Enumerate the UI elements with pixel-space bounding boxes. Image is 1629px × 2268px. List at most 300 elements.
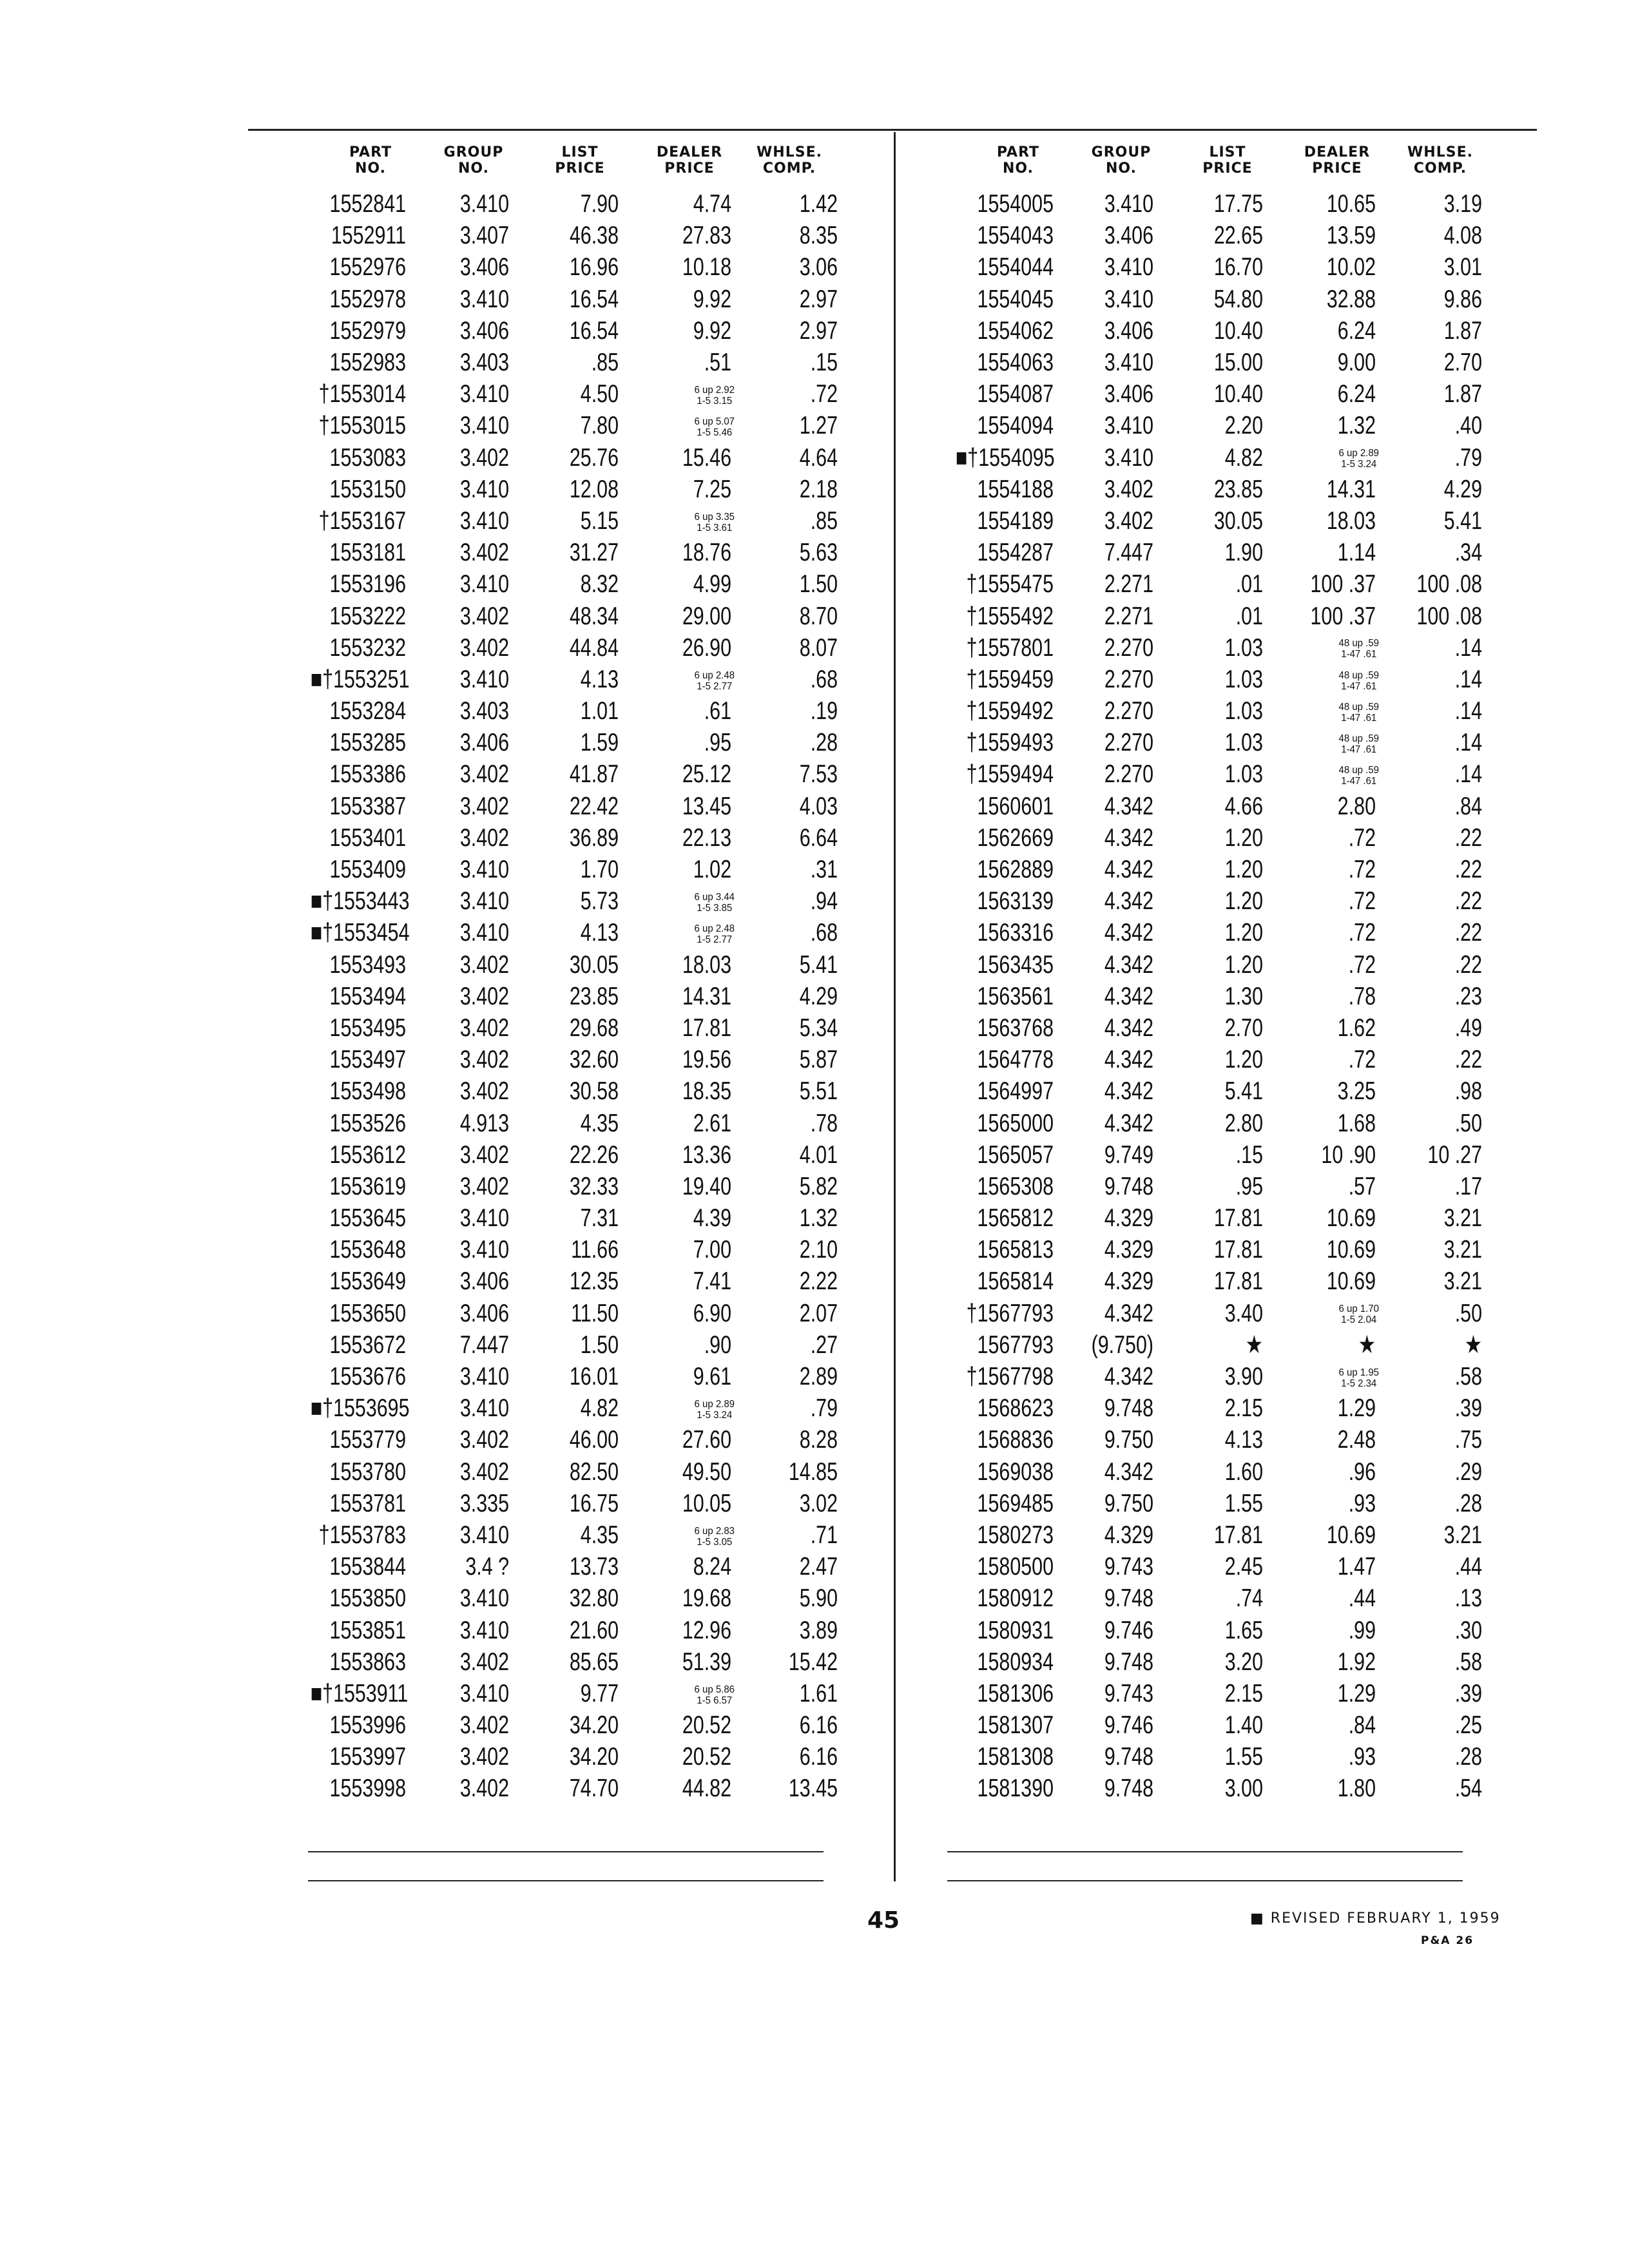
whlse-comp-cell: 2.89 <box>799 1363 838 1391</box>
whlse-comp-cell: 8.28 <box>799 1426 838 1454</box>
table-row <box>928 410 1482 441</box>
table-row <box>284 854 838 885</box>
part-no-cell: 1563139 <box>977 887 1054 916</box>
whlse-comp-cell: 6.16 <box>799 1743 838 1771</box>
group-no-cell: 3.410 <box>459 1363 509 1391</box>
whlse-comp-cell: 3.19 <box>1443 190 1482 218</box>
part-no-cell: ■†1553251 <box>310 665 410 693</box>
part-no-cell: 1552978 <box>329 285 406 313</box>
whlse-comp-cell: 3.21 <box>1443 1236 1482 1264</box>
group-no-cell: 3.402 <box>459 1172 509 1200</box>
list-price-cell: 23.85 <box>1213 475 1263 503</box>
list-price-cell: 3.00 <box>1224 1774 1263 1803</box>
whlse-comp-cell: .22 <box>1454 856 1482 884</box>
quantity-price-break: 6 up 3.44 1-5 3.85 <box>694 891 735 914</box>
list-price-cell: 17.75 <box>1213 190 1263 218</box>
part-no-cell: 1552976 <box>329 253 406 282</box>
list-price-cell: 1.20 <box>1224 823 1263 852</box>
group-no-cell: 2.270 <box>1104 697 1153 726</box>
list-price-cell: 16.54 <box>569 285 619 313</box>
whlse-comp-cell: .54 <box>1454 1774 1482 1803</box>
whlse-comp-cell: 7.53 <box>799 760 838 789</box>
group-no-cell: 3.403 <box>459 349 509 377</box>
list-price-cell: 22.42 <box>569 792 619 820</box>
quantity-price-break: 6 up 2.89 1-5 3.24 <box>1338 448 1380 470</box>
whlse-comp-cell: 13.45 <box>788 1774 838 1803</box>
whlse-comp-cell: .71 <box>810 1521 838 1549</box>
part-no-cell: 1580912 <box>977 1584 1054 1613</box>
whlse-comp-cell: 4.01 <box>799 1140 838 1169</box>
part-no-cell: 1553526 <box>329 1109 406 1137</box>
whlse-comp-cell: 4.08 <box>1443 222 1482 250</box>
quantity-price-break: 48 up .59 1-47 .61 <box>1338 765 1380 787</box>
dealer-price-cell: 18.76 <box>682 539 731 567</box>
list-price-cell: 4.82 <box>580 1394 619 1423</box>
whlse-comp-cell: .49 <box>1454 1014 1482 1042</box>
dealer-price-cell: 100 .37 <box>1310 602 1376 630</box>
dealer-price-cell <box>1288 664 1380 695</box>
dealer-price-cell: 9.61 <box>693 1363 731 1391</box>
dealer-price-cell: .72 <box>1348 950 1376 979</box>
group-no-cell: 9.748 <box>1104 1394 1153 1423</box>
table-row <box>284 1171 838 1202</box>
group-no-cell: 3.406 <box>459 1267 509 1296</box>
part-no-cell: 1553780 <box>329 1457 406 1486</box>
table-row <box>928 854 1482 885</box>
whlse-comp-cell: .50 <box>1454 1299 1482 1327</box>
quantity-price-break: 6 up 5.07 1-5 5.46 <box>694 416 735 439</box>
part-no-cell: 1553386 <box>329 760 406 789</box>
list-price-cell: .74 <box>1235 1584 1263 1613</box>
dealer-price-cell: .57 <box>1348 1172 1376 1200</box>
group-no-cell: 3.410 <box>459 190 509 218</box>
part-no-cell: 1569485 <box>977 1489 1054 1517</box>
group-no-cell: 3.410 <box>1104 349 1153 377</box>
whlse-comp-cell: .50 <box>1454 1109 1482 1137</box>
dealer-price-cell: 10.18 <box>682 253 731 282</box>
group-no-cell: 3.406 <box>459 253 509 282</box>
list-price-cell: 21.60 <box>569 1616 619 1644</box>
part-no-cell: †1555492 <box>966 602 1054 630</box>
list-price-cell: 2.45 <box>1224 1553 1263 1581</box>
part-no-cell: 1553779 <box>329 1426 406 1454</box>
left-header-group: GROUP NO. <box>443 144 504 177</box>
whlse-comp-cell: 5.41 <box>1443 506 1482 535</box>
whlse-comp-cell: .22 <box>1454 823 1482 852</box>
dealer-price-cell <box>1288 727 1380 758</box>
table-row <box>928 885 1482 917</box>
table-row <box>928 1456 1482 1488</box>
table-row <box>928 1012 1482 1044</box>
table-row <box>928 315 1482 347</box>
list-price-cell: .15 <box>1235 1140 1263 1169</box>
part-no-cell: †1553167 <box>318 506 406 535</box>
group-no-cell: 3.410 <box>459 412 509 440</box>
right-header-dealer: DEALER PRICE <box>1304 144 1371 177</box>
part-no-cell: †1559492 <box>966 697 1054 726</box>
document-code: P&A 26 <box>1421 1934 1474 1947</box>
group-no-cell: 9.749 <box>1104 1140 1153 1169</box>
table-row <box>284 981 838 1012</box>
part-no-cell: 1565813 <box>977 1236 1054 1264</box>
group-no-cell: 3.406 <box>459 1299 509 1327</box>
group-no-cell: 9.746 <box>1104 1711 1153 1740</box>
list-price-cell: 3.90 <box>1224 1363 1263 1391</box>
part-no-cell: 1553612 <box>329 1140 406 1169</box>
whlse-comp-cell: 5.82 <box>799 1172 838 1200</box>
group-no-cell: 4.342 <box>1104 919 1153 947</box>
whlse-comp-cell: 1.42 <box>799 190 838 218</box>
whlse-comp-cell: .39 <box>1454 1394 1482 1423</box>
list-price-cell: 1.20 <box>1224 950 1263 979</box>
part-no-cell: †1553014 <box>318 380 406 408</box>
dealer-price-cell: 29.00 <box>682 602 731 630</box>
whlse-comp-cell: .94 <box>810 887 838 916</box>
group-no-cell: 3.410 <box>459 856 509 884</box>
list-price-cell: 17.81 <box>1213 1204 1263 1233</box>
whlse-comp-cell: 3.89 <box>799 1616 838 1644</box>
whlse-comp-cell: .28 <box>810 729 838 757</box>
list-price-cell: 25.76 <box>569 443 619 472</box>
group-no-cell: 4.342 <box>1104 1046 1153 1074</box>
table-row <box>284 1139 838 1171</box>
part-no-cell: 1553850 <box>329 1584 406 1613</box>
table-row <box>928 917 1482 948</box>
list-price-cell: 7.90 <box>580 190 619 218</box>
table-row <box>928 664 1482 695</box>
whlse-comp-cell: .79 <box>810 1394 838 1423</box>
list-price-cell: 1.90 <box>1224 539 1263 567</box>
whlse-comp-cell: .17 <box>1454 1172 1482 1200</box>
table-row <box>284 917 838 948</box>
table-row <box>928 568 1482 600</box>
part-no-cell: 1553284 <box>329 697 406 726</box>
group-no-cell: 3.402 <box>459 1426 509 1454</box>
group-no-cell: 3.406 <box>459 729 509 757</box>
dealer-price-cell: 2.80 <box>1337 792 1376 820</box>
list-price-cell: 3.40 <box>1224 1299 1263 1327</box>
group-no-cell: 3.410 <box>459 1679 509 1707</box>
quantity-price-break: 6 up 2.92 1-5 3.15 <box>694 384 735 407</box>
dealer-price-cell <box>644 664 735 695</box>
group-no-cell: 2.270 <box>1104 729 1153 757</box>
list-price-cell: 1.20 <box>1224 887 1263 916</box>
group-no-cell: 3.402 <box>459 1046 509 1074</box>
dealer-price-cell: 3.25 <box>1337 1077 1376 1106</box>
whlse-comp-cell: .75 <box>1454 1426 1482 1454</box>
whlse-comp-cell: 8.35 <box>799 222 838 250</box>
quantity-price-break: 48 up .59 1-47 .61 <box>1338 701 1380 724</box>
list-price-cell: 1.30 <box>1224 982 1263 1010</box>
list-price-cell: 32.33 <box>569 1172 619 1200</box>
table-row <box>284 1361 838 1392</box>
part-no-cell: 1553997 <box>329 1743 406 1771</box>
dealer-price-cell <box>644 1519 735 1551</box>
list-price-cell: 1.40 <box>1224 1711 1263 1740</box>
part-no-cell: 1553387 <box>329 792 406 820</box>
list-price-cell: 1.59 <box>580 729 619 757</box>
group-no-cell: 3.402 <box>459 1077 509 1106</box>
whlse-comp-cell: 3.01 <box>1443 253 1482 282</box>
group-no-cell: 3.402 <box>459 823 509 852</box>
part-no-cell: †1553783 <box>318 1521 406 1549</box>
right-bottom-rule-2 <box>947 1880 1463 1881</box>
list-price-cell: 5.15 <box>580 506 619 535</box>
list-price-cell: 30.05 <box>569 950 619 979</box>
dealer-price-cell: 20.52 <box>682 1743 731 1771</box>
whlse-comp-cell: .13 <box>1454 1584 1482 1613</box>
part-no-cell: ■†1553454 <box>310 919 410 947</box>
group-no-cell: 4.329 <box>1104 1267 1153 1296</box>
list-price-cell: 32.60 <box>569 1046 619 1074</box>
part-no-cell: 1553401 <box>329 823 406 852</box>
dealer-price-cell: 27.60 <box>682 1426 731 1454</box>
whlse-comp-cell: .28 <box>1454 1743 1482 1771</box>
table-row <box>928 1361 1482 1392</box>
dealer-price-cell: 20.52 <box>682 1711 731 1740</box>
group-no-cell: 4.913 <box>459 1109 509 1137</box>
dealer-price-cell <box>1288 442 1380 474</box>
list-price-cell: 9.77 <box>580 1679 619 1707</box>
list-price-cell: 1.65 <box>1224 1616 1263 1644</box>
group-no-cell: 9.743 <box>1104 1553 1153 1581</box>
whlse-comp-cell: 2.97 <box>799 285 838 313</box>
whlse-comp-cell: .34 <box>1454 539 1482 567</box>
dealer-price-cell: 9.92 <box>693 285 731 313</box>
dealer-price-cell: 7.25 <box>693 475 731 503</box>
list-price-cell: 1.01 <box>580 697 619 726</box>
dealer-price-cell: 13.45 <box>682 792 731 820</box>
group-no-cell: 4.342 <box>1104 1299 1153 1327</box>
table-row <box>928 1171 1482 1202</box>
dealer-price-cell: 1.02 <box>693 856 731 884</box>
list-price-cell: .01 <box>1235 602 1263 630</box>
dealer-price-cell: 18.03 <box>1326 506 1376 535</box>
group-no-cell: 4.329 <box>1104 1204 1153 1233</box>
whlse-comp-cell: .22 <box>1454 887 1482 916</box>
right-header-group: GROUP NO. <box>1091 144 1152 177</box>
whlse-comp-cell: 3.06 <box>799 253 838 282</box>
group-no-cell: 9.748 <box>1104 1743 1153 1771</box>
dealer-price-cell: 6.24 <box>1337 316 1376 345</box>
table-row <box>284 1519 838 1551</box>
list-price-cell: 54.80 <box>1213 285 1263 313</box>
whlse-comp-cell: .29 <box>1454 1457 1482 1486</box>
quantity-price-break: 6 up 2.83 1-5 3.05 <box>694 1525 735 1548</box>
group-no-cell: 3.410 <box>459 1521 509 1549</box>
list-price-cell: 1.03 <box>1224 633 1263 662</box>
dealer-price-cell: 7.41 <box>693 1267 731 1296</box>
group-no-cell: 4.342 <box>1104 823 1153 852</box>
right-bottom-rule-1 <box>947 1851 1463 1852</box>
part-no-cell: 1553781 <box>329 1489 406 1517</box>
list-price-cell: 12.35 <box>569 1267 619 1296</box>
table-row <box>284 1075 838 1107</box>
dealer-price-cell <box>644 505 735 537</box>
dealer-price-cell: 12.96 <box>682 1616 731 1644</box>
table-row <box>284 442 838 474</box>
table-row <box>928 442 1482 474</box>
table-row <box>928 1488 1482 1519</box>
part-no-cell: 1580273 <box>977 1521 1054 1549</box>
dealer-price-cell: 27.83 <box>682 222 731 250</box>
dealer-price-cell: 17.81 <box>682 1014 731 1042</box>
list-price-cell: 2.70 <box>1224 1014 1263 1042</box>
whlse-comp-cell: .84 <box>1454 792 1482 820</box>
part-no-cell: 1553863 <box>329 1648 406 1676</box>
part-no-cell: 1554087 <box>977 380 1054 408</box>
dealer-price-cell: 8.24 <box>693 1553 731 1581</box>
table-row <box>284 315 838 347</box>
group-no-cell: 3.410 <box>459 475 509 503</box>
group-no-cell: 4.342 <box>1104 887 1153 916</box>
dealer-price-cell <box>1288 1361 1380 1392</box>
group-no-cell: 4.342 <box>1104 1077 1153 1106</box>
quantity-price-break: 6 up 2.48 1-5 2.77 <box>694 669 735 692</box>
table-row <box>284 1646 838 1678</box>
group-no-cell: 3.406 <box>459 316 509 345</box>
list-price-cell: 22.65 <box>1213 222 1263 250</box>
table-row <box>284 949 838 981</box>
part-no-cell: 1565057 <box>977 1140 1054 1169</box>
whlse-comp-cell: 9.86 <box>1443 285 1482 313</box>
list-price-cell: 1.55 <box>1224 1489 1263 1517</box>
part-no-cell: †1567798 <box>966 1363 1054 1391</box>
list-price-cell: 16.70 <box>1213 253 1263 282</box>
dealer-price-cell: 100 .37 <box>1310 570 1376 599</box>
part-no-cell: 1562669 <box>977 823 1054 852</box>
table-row <box>928 1646 1482 1678</box>
whlse-comp-cell: 10 .27 <box>1427 1140 1482 1169</box>
table-row <box>284 1582 838 1614</box>
whlse-comp-cell: 100 .08 <box>1416 602 1482 630</box>
dealer-price-cell: .44 <box>1348 1584 1376 1613</box>
dealer-price-cell: 25.12 <box>682 760 731 789</box>
dealer-price-cell: 22.13 <box>682 823 731 852</box>
whlse-comp-cell: 3.02 <box>799 1489 838 1517</box>
list-price-cell: 2.15 <box>1224 1679 1263 1707</box>
dealer-price-cell: 10 .90 <box>1321 1140 1376 1169</box>
page-number: 45 <box>867 1907 900 1934</box>
part-no-cell: 1554188 <box>977 475 1054 503</box>
part-no-cell: ■†1553443 <box>310 887 410 916</box>
dealer-price-cell <box>644 410 735 441</box>
group-no-cell: 3.403 <box>459 697 509 726</box>
list-price-cell: 2.80 <box>1224 1109 1263 1137</box>
whlse-comp-cell: 1.61 <box>799 1679 838 1707</box>
dealer-price-cell: 13.36 <box>682 1140 731 1169</box>
dealer-price-cell: 49.50 <box>682 1457 731 1486</box>
group-no-cell: 4.342 <box>1104 792 1153 820</box>
list-price-cell: 16.54 <box>569 316 619 345</box>
dealer-price-cell: 26.90 <box>682 633 731 662</box>
group-no-cell: 9.748 <box>1104 1172 1153 1200</box>
whlse-comp-cell: 15.42 <box>788 1648 838 1676</box>
part-no-cell: 1552841 <box>329 190 406 218</box>
list-price-cell: 1.70 <box>580 856 619 884</box>
dealer-price-cell <box>644 1392 735 1424</box>
table-row <box>928 1582 1482 1614</box>
table-row <box>284 1424 838 1456</box>
dealer-price-cell: 10.69 <box>1326 1521 1376 1549</box>
table-row <box>928 1424 1482 1456</box>
whlse-comp-cell: 14.85 <box>788 1457 838 1486</box>
group-no-cell: 4.342 <box>1104 856 1153 884</box>
whlse-comp-cell: .72 <box>810 380 838 408</box>
group-no-cell: 3.407 <box>459 222 509 250</box>
part-no-cell: 1563768 <box>977 1014 1054 1042</box>
dealer-price-cell <box>1288 695 1380 727</box>
whlse-comp-cell: .14 <box>1454 760 1482 789</box>
table-row <box>928 378 1482 410</box>
part-no-cell: 1553996 <box>329 1711 406 1740</box>
left-header-part: PART NO. <box>349 144 392 177</box>
dealer-price-cell: .99 <box>1348 1616 1376 1644</box>
part-no-cell: 1553851 <box>329 1616 406 1644</box>
part-no-cell: 1564997 <box>977 1077 1054 1106</box>
whlse-comp-cell: .68 <box>810 919 838 947</box>
whlse-comp-cell: .31 <box>810 856 838 884</box>
dealer-price-cell: 13.59 <box>1326 222 1376 250</box>
table-row <box>284 188 838 220</box>
whlse-comp-cell: 8.70 <box>799 602 838 630</box>
whlse-comp-cell: 5.51 <box>799 1077 838 1106</box>
dealer-price-cell: 10.69 <box>1326 1267 1376 1296</box>
dealer-price-cell: 18.03 <box>682 950 731 979</box>
dealer-price-cell: .84 <box>1348 1711 1376 1740</box>
whlse-comp-cell: 2.10 <box>799 1236 838 1264</box>
table-row <box>928 505 1482 537</box>
quantity-price-break: 48 up .59 1-47 .61 <box>1338 733 1380 755</box>
dealer-price-cell: 19.56 <box>682 1046 731 1074</box>
part-no-cell: 1581307 <box>977 1711 1054 1740</box>
group-no-cell: 3.406 <box>1104 380 1153 408</box>
part-no-cell: 1553648 <box>329 1236 406 1264</box>
table-row <box>928 791 1482 822</box>
table-row <box>928 1614 1482 1646</box>
table-row <box>928 1298 1482 1329</box>
whlse-comp-cell: .14 <box>1454 697 1482 726</box>
list-price-cell: 4.35 <box>580 1521 619 1549</box>
part-no-cell: 1567793 <box>977 1331 1054 1359</box>
dealer-price-cell: 2.61 <box>693 1109 731 1137</box>
group-no-cell: 3.402 <box>1104 506 1153 535</box>
dealer-price-cell: 9.92 <box>693 316 731 345</box>
part-no-cell: 1580500 <box>977 1553 1054 1581</box>
table-row <box>928 981 1482 1012</box>
group-no-cell: 3.410 <box>459 1584 509 1613</box>
table-row <box>928 1773 1482 1804</box>
whlse-comp-cell: 5.41 <box>799 950 838 979</box>
part-no-cell: 1563435 <box>977 950 1054 979</box>
group-no-cell: 9.743 <box>1104 1679 1153 1707</box>
list-price-cell: 13.73 <box>569 1553 619 1581</box>
group-no-cell: 3.402 <box>459 792 509 820</box>
dealer-price-cell <box>644 885 735 917</box>
dealer-price-cell: 14.31 <box>1326 475 1376 503</box>
list-price-cell: 16.01 <box>569 1363 619 1391</box>
list-price-cell: 46.00 <box>569 1426 619 1454</box>
list-price-cell: 5.73 <box>580 887 619 916</box>
table-row <box>928 347 1482 378</box>
part-no-cell: 1553494 <box>329 982 406 1010</box>
whlse-comp-cell: 2.18 <box>799 475 838 503</box>
part-no-cell: 1553619 <box>329 1172 406 1200</box>
table-row <box>928 949 1482 981</box>
part-no-cell: 1553495 <box>329 1014 406 1042</box>
whlse-comp-cell: 100 .08 <box>1416 570 1482 599</box>
dealer-price-cell: .78 <box>1348 982 1376 1010</box>
